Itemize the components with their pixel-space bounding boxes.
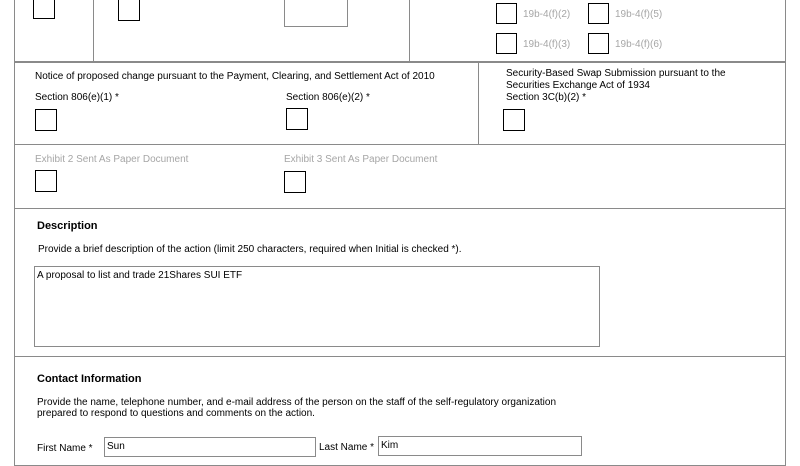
label-19b4f3: 19b-4(f)(3) <box>523 39 571 50</box>
contact-heading: Contact Information <box>37 373 142 385</box>
pcsa-title: Notice of proposed change pursuant to the Payment, Clearing, and Settlement Act of 2010 <box>35 71 435 82</box>
checkbox-19b4f6[interactable] <box>588 33 609 54</box>
last-name-input[interactable] <box>378 436 582 456</box>
exhibit-2-checkbox[interactable] <box>35 170 57 192</box>
first-name-label: First Name * <box>37 443 93 454</box>
section-806e1-label: Section 806(e)(1) * <box>35 92 119 103</box>
last-name-label: Last Name * <box>319 442 375 453</box>
section-806e2-checkbox[interactable] <box>286 108 308 130</box>
pcsa-divider <box>478 62 479 145</box>
label-19b4f6: 19b-4(f)(6) <box>615 39 663 50</box>
swap-line-3: Section 3C(b)(2) * <box>506 92 587 103</box>
description-text: A proposal to list and trade 21Shares SUI ETF <box>37 270 243 281</box>
last-name-value: Kim <box>381 440 399 451</box>
description-instructions: Provide a brief description of the action (limit 250 characters, required when Initial is checked *). <box>38 244 462 255</box>
top-input-field[interactable] <box>284 0 348 27</box>
exhibit-2-label: Exhibit 2 Sent As Paper Document <box>35 154 189 165</box>
checkbox-19b4f5[interactable] <box>588 3 609 24</box>
checkbox-19b4f3[interactable] <box>496 33 517 54</box>
top-divider-2 <box>409 0 410 62</box>
top-divider-1 <box>93 0 94 62</box>
label-19b4f5: 19b-4(f)(5) <box>615 9 663 20</box>
contact-instructions-line-1: Provide the name, telephone number, and e-mail address of the person on the staff of the self-regulatory organization <box>37 397 557 408</box>
swap-line-1: Security-Based Swap Submission pursuant to the <box>506 68 726 79</box>
label-19b4f2: 19b-4(f)(2) <box>523 9 571 20</box>
description-heading: Description <box>37 220 98 232</box>
first-name-input[interactable] <box>104 437 316 457</box>
checkbox-19b4f2[interactable] <box>496 3 517 24</box>
first-name-value: Sun <box>107 441 125 452</box>
section-806e1-checkbox[interactable] <box>35 109 57 131</box>
description-textarea[interactable] <box>34 266 600 347</box>
swap-line-2: Securities Exchange Act of 1934 <box>506 80 650 91</box>
exhibit-3-label: Exhibit 3 Sent As Paper Document <box>284 154 438 165</box>
section-806e2-label: Section 806(e)(2) * <box>286 92 370 103</box>
exhibit-3-checkbox[interactable] <box>284 171 306 193</box>
top-checkbox-2[interactable] <box>118 0 140 21</box>
top-checkbox-1[interactable] <box>33 0 55 19</box>
section-3cb2-checkbox[interactable] <box>503 109 525 131</box>
contact-instructions-line-2: prepared to respond to questions and comments on the action. <box>37 408 315 419</box>
